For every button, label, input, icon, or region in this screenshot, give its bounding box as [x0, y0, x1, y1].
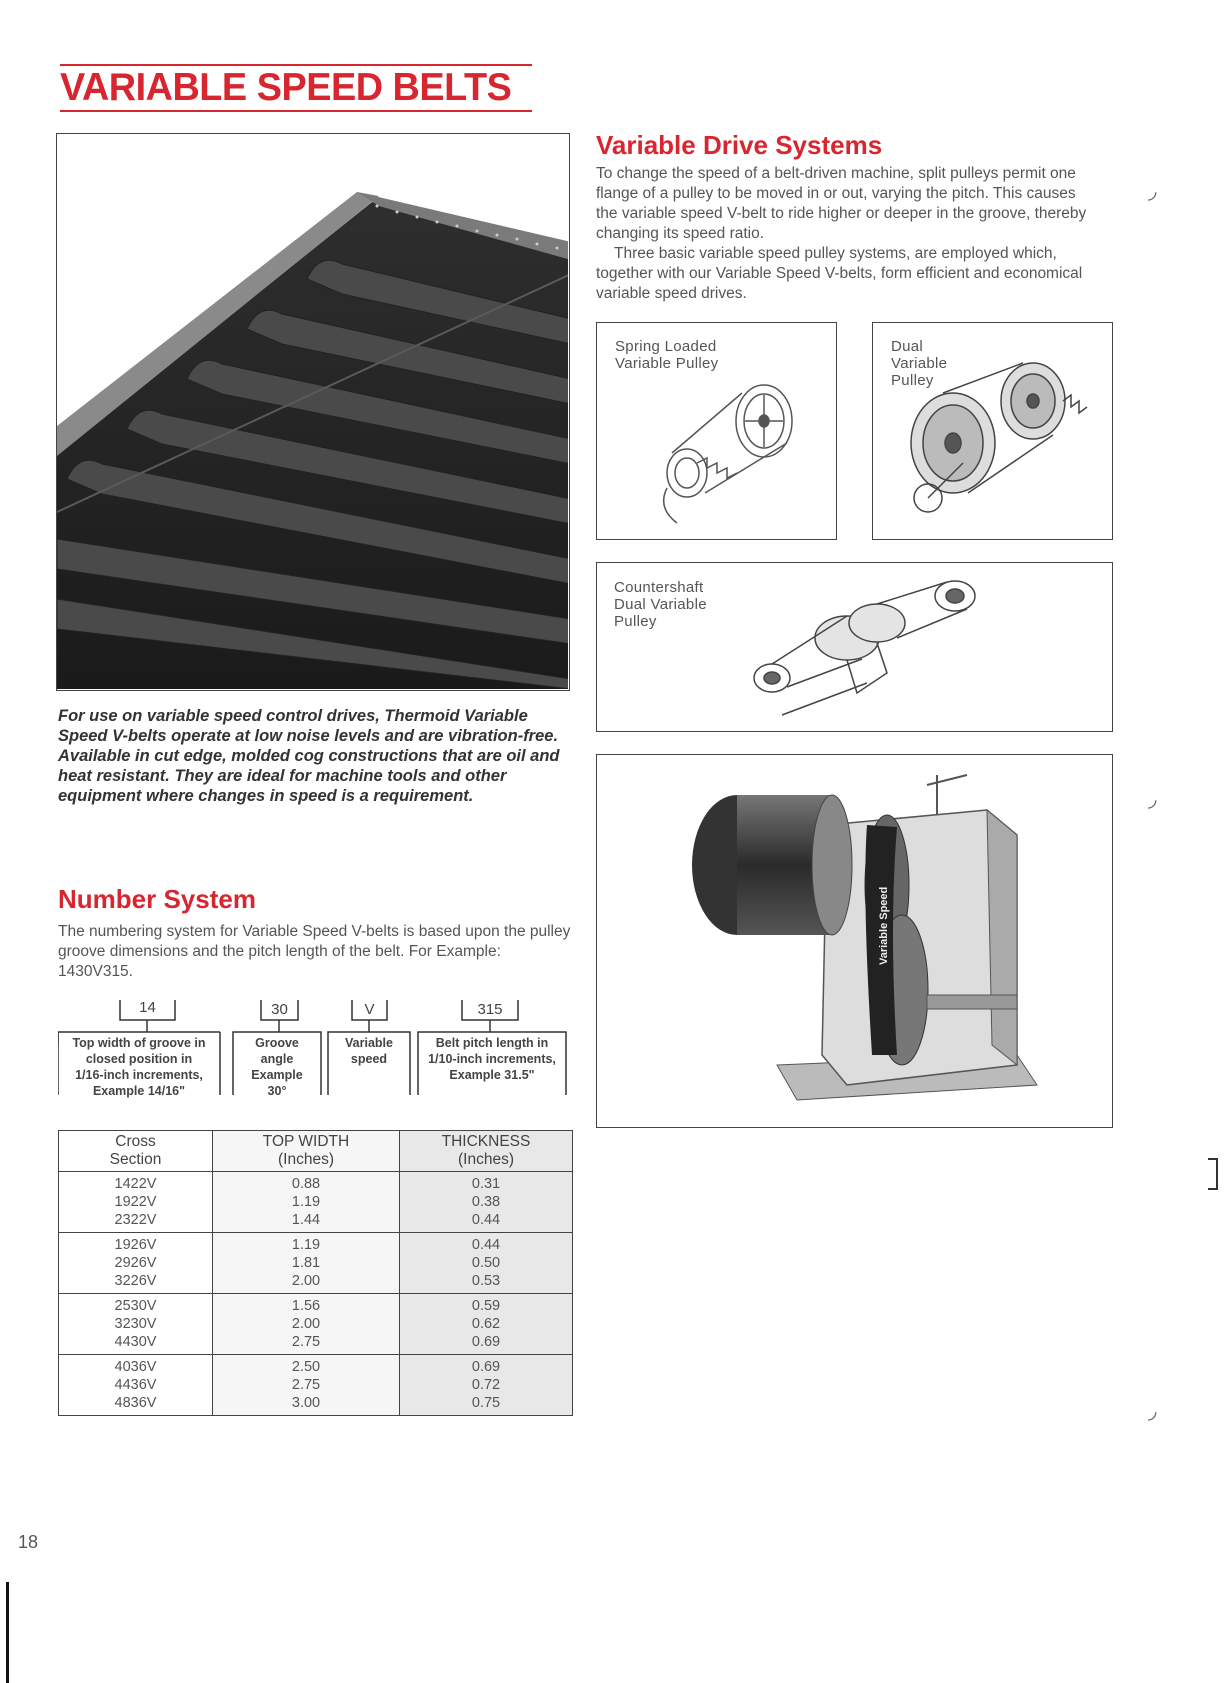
dual-variable-pulley-drawing — [873, 323, 1111, 538]
table-row: 2322V 1.44 0.44 — [59, 1211, 573, 1233]
key-code-30: 30 — [271, 1001, 288, 1018]
variable-drive-text — [596, 164, 1096, 304]
key-desc-groove-angle: Groove angle Example 30° — [251, 1036, 303, 1098]
spring-loaded-pulley-drawing — [597, 323, 835, 538]
belt-spec-table — [58, 1130, 573, 1416]
table-row: 4430V 2.75 0.69 — [59, 1333, 573, 1355]
variable-drive-heading: Variable Drive Systems — [596, 130, 883, 160]
figure-variable-speed-machine — [596, 754, 1113, 1128]
table-row: 2926V 1.81 0.50 — [59, 1254, 573, 1272]
page-title: VARIABLE SPEED BELTS — [60, 66, 512, 109]
page-number: 18 — [18, 1532, 39, 1552]
belt-printed-label: Variable Speed — [878, 886, 890, 965]
margin-curl-mark: ◞ — [1148, 786, 1157, 811]
table-row: 4436V 2.75 0.72 — [59, 1376, 573, 1394]
figure-countershaft-pulley — [596, 562, 1113, 732]
margin-curl-mark: ◞ — [1148, 1398, 1157, 1423]
table-row: 3230V 2.00 0.62 — [59, 1315, 573, 1333]
figure-dual-variable-pulley — [872, 322, 1113, 540]
key-desc-pitch-length: Belt pitch length in 1/10-inch increments, Example 31.5" — [428, 1036, 556, 1082]
number-key-diagram — [58, 1000, 578, 1100]
variable-drive-paragraph-1: To change the speed of a belt-driven machine, split pulleys permit one flange of a pulley to be moved in or out, varying the pitch. This causes the variable speed V-belt to ride higher or deeper in the groove, thereby changing its speed ratio. — [596, 165, 1087, 242]
table-row: 4036V 2.50 0.69 — [59, 1355, 573, 1377]
table-row: 2530V 1.56 0.59 — [59, 1294, 573, 1316]
figure-label-dual-variable: Dual Variable Pulley — [891, 338, 948, 389]
key-code-v: V — [364, 1001, 375, 1018]
table-row: 3226V 2.00 0.53 — [59, 1272, 573, 1294]
key-desc-top-width: Top width of groove in closed position in 1/16-inch increments, Example 14/16" — [72, 1036, 206, 1098]
number-system-paragraph: The numbering system for Variable Speed V-belts is based upon the pulley groove dimensions and the pitch length of the belt. For Example: 1430V315. — [58, 923, 571, 980]
margin-curl-mark: ◞ — [1148, 178, 1157, 203]
table-group — [59, 1355, 573, 1416]
title-rule-bottom — [60, 110, 532, 112]
number-system-heading: Number System — [58, 884, 256, 914]
table-row: 4836V 3.00 0.75 — [59, 1394, 573, 1416]
variable-drive-paragraph-2: Three basic variable speed pulley systems, are employed which, together with our Variable Speed V-belts, form efficient and economical variable speed drives. — [596, 245, 1083, 302]
figure-spring-loaded-pulley — [596, 322, 837, 540]
variable-speed-machine-drawing — [597, 755, 1111, 1126]
figure-label-countershaft: Countershaft Dual Variable Pulley — [614, 579, 707, 630]
margin-tab-mark — [1208, 1158, 1218, 1190]
table-group — [59, 1172, 573, 1233]
key-code-315: 315 — [477, 1001, 503, 1018]
table-row: 1926V 1.19 0.44 — [59, 1233, 573, 1255]
table-group — [59, 1233, 573, 1294]
cogged-belt-image — [57, 134, 568, 689]
header-top-width: TOP WIDTH (Inches) — [213, 1131, 400, 1172]
header-cross-section: Cross Section — [59, 1131, 213, 1172]
key-code-14: 14 — [139, 999, 156, 1016]
key-desc-variable-speed: Variable speed — [345, 1036, 393, 1066]
table-group — [59, 1294, 573, 1355]
figure-label-spring-loaded: Spring Loaded Variable Pulley — [615, 338, 719, 372]
header-thickness: THICKNESS (Inches) — [400, 1131, 573, 1172]
belt-illustration — [56, 133, 570, 691]
margin-binding-line — [6, 1582, 9, 1683]
table-row: 1422V 0.88 0.31 — [59, 1172, 573, 1194]
countershaft-pulley-drawing — [597, 563, 1111, 730]
belt-description: For use on variable speed control drives, Thermoid Variable Speed V-belts operate at low noise levels and are vibration-free. Available in cut edge, molded cog constructions that are oil and heat resistant. They are ideal for machine tools and other equipment where changes in speed is a requirement. — [58, 707, 560, 805]
table-row: 1922V 1.19 0.38 — [59, 1193, 573, 1211]
